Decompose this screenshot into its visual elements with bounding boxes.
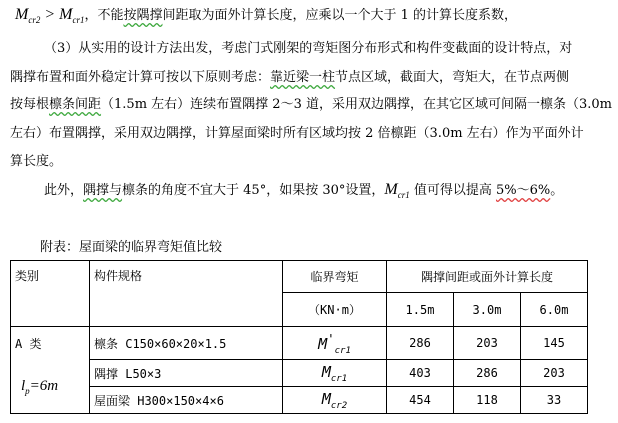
header-spec: 构件规格 bbox=[90, 261, 283, 327]
text-line-4 bbox=[10, 96, 618, 114]
moment-cell: $M'_{cr1}$ bbox=[283, 327, 387, 360]
text-span: 隅撑与 bbox=[83, 183, 123, 198]
moment-cell: $M_{cr2}$ bbox=[283, 387, 387, 414]
header-lengths: 隅撑间距或面外计算长度 bbox=[387, 261, 588, 293]
text-line-2: （3）从实用的设计方法出发，考虑门式刚架的弯矩图分布形式和构件变截面的设计特点，对 bbox=[44, 41, 573, 56]
text-line-3 bbox=[10, 69, 618, 87]
table-row bbox=[11, 387, 588, 414]
table-caption: 附表：屋面梁的临界弯矩值比较 bbox=[40, 240, 223, 255]
header-moment: 临界弯矩 bbox=[283, 261, 387, 293]
text-span: 值可得以提高 bbox=[409, 183, 496, 198]
text-line-7 bbox=[44, 181, 618, 204]
spec-cell: 屋面梁 H300×150×4×6 bbox=[90, 387, 283, 414]
text-line-1 bbox=[15, 6, 618, 29]
header-moment-unit: （KN·m） bbox=[283, 293, 387, 327]
value-cell: 203 bbox=[454, 327, 521, 360]
moment-cell: $M_{cr1}$ bbox=[283, 360, 387, 387]
header-len-2: 3.0m bbox=[454, 293, 521, 327]
text-span: 檩条间距 bbox=[49, 97, 102, 112]
header-len-1: 1.5m bbox=[387, 293, 454, 327]
table-header-row bbox=[11, 261, 588, 293]
text-span: ，不能 bbox=[84, 8, 124, 23]
text-span: 间距取为面外计算长度，应乘以一个大于 1 的计算长度系数， bbox=[162, 8, 518, 23]
comparison-table bbox=[10, 260, 588, 414]
value-cell: 403 bbox=[387, 360, 454, 387]
category-cell bbox=[11, 327, 90, 414]
text-span: 隅撑布置和面外稳定计算可按以下原则考虑： bbox=[10, 70, 271, 85]
text-span: 靠近梁一柱 bbox=[270, 70, 336, 85]
math-mcr1: $M_{cr1}$ bbox=[384, 181, 410, 201]
category-label: A 类 bbox=[15, 337, 42, 351]
math-gt: > bbox=[40, 6, 60, 23]
value-cell: 286 bbox=[387, 327, 454, 360]
text-span: 5%～6% bbox=[495, 183, 551, 198]
math-mcr2: $M_{cr2}$ bbox=[15, 6, 41, 26]
value-cell: 118 bbox=[454, 387, 521, 414]
spec-cell: 檩条 C150×60×20×1.5 bbox=[90, 327, 283, 360]
text-line-5: 左右）布置隅撑，采用双边隅撑，计算屋面梁时所有区域均按 2 倍檩距（3.0m 左右）作为平面外计 bbox=[10, 126, 584, 141]
text-span: 。 bbox=[550, 183, 564, 198]
value-cell: 33 bbox=[521, 387, 588, 414]
text-span: 节点区域，截面大，弯矩大，在节点两侧 bbox=[335, 70, 570, 85]
text-span: 檩条的角度不宜大于 45°，如果按 30°设置， bbox=[122, 183, 385, 198]
header-len-3: 6.0m bbox=[521, 293, 588, 327]
table-row bbox=[11, 327, 588, 360]
lp-formula: $l_p=6m$ bbox=[21, 378, 59, 396]
text-span: 按每根 bbox=[10, 97, 50, 112]
value-cell: 145 bbox=[521, 327, 588, 360]
value-cell: 203 bbox=[521, 360, 588, 387]
text-line-6: 算长度。 bbox=[10, 154, 63, 169]
value-cell: 286 bbox=[454, 360, 521, 387]
text-span: （1.5m 左右）连续布置隅撑 2～3 道，采用双边隅撑，在其它区域可间隔一檩条（3.0m bbox=[101, 97, 612, 112]
text-span: 此外， bbox=[44, 183, 84, 198]
spec-cell: 隅撑 L50×3 bbox=[90, 360, 283, 387]
value-cell: 454 bbox=[387, 387, 454, 414]
text-span: 按隅撑 bbox=[123, 8, 163, 23]
math-mcr1: $M_{cr1}$ bbox=[59, 6, 85, 26]
header-category: 类别 bbox=[11, 261, 90, 327]
table-row bbox=[11, 360, 588, 387]
